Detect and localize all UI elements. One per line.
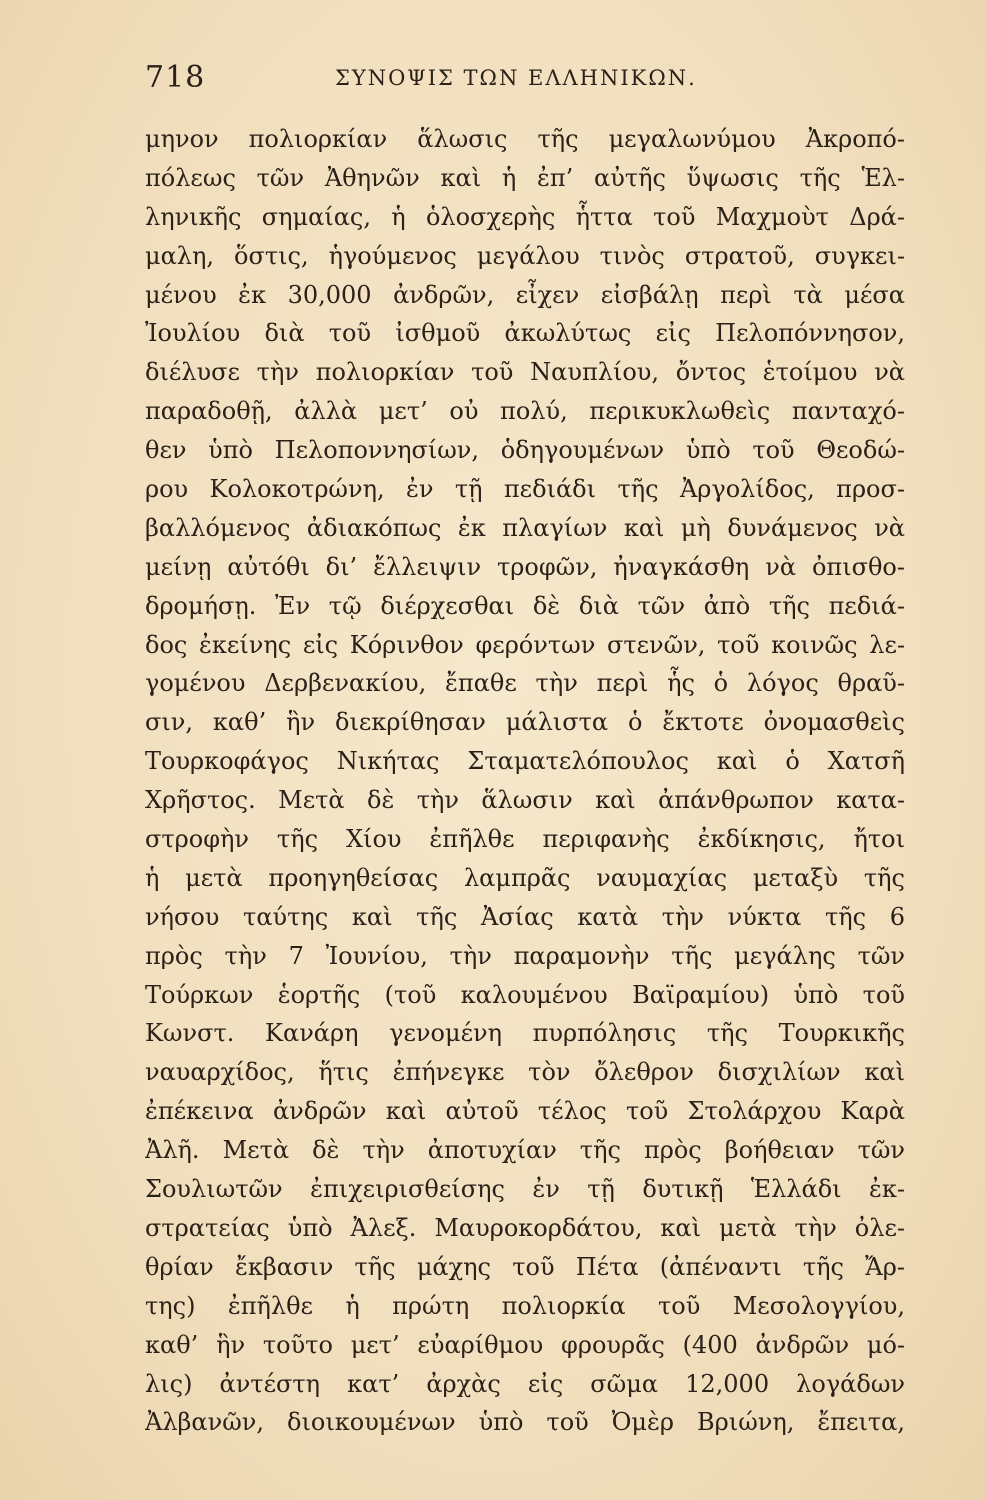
text-line: πρὸς τὴν 7 Ἰουνίου, τὴν παραμονὴν τῆς μεγάλης τῶν <box>145 941 905 970</box>
text-line: Τούρκων ἑορτῆς (τοῦ καλουμένου Βαϊραμίου) ὑπὸ τοῦ <box>145 980 905 1009</box>
text-line: σιν, καθ’ ἣν διεκρίθησαν μάλιστα ὁ ἔκτοτε ὀνομασθεὶς <box>145 708 905 737</box>
text-line: ρου Κολοκοτρώνη, ἐν τῇ πεδιάδι τῆς Ἀργολίδος, προσ- <box>145 475 905 504</box>
text-line: ναυαρχίδος, ἥτις ἐπήνεγκε τὸν ὄλεθρον δισχιλίων καὶ <box>145 1058 905 1087</box>
text-line: δος ἐκείνης εἰς Κόρινθον φερόντων στενῶν, τοῦ κοινῶς λε- <box>145 630 905 659</box>
text-line: της) ἐπῆλθε ἡ πρώτη πολιορκία τοῦ Μεσολογγίου, <box>145 1291 905 1320</box>
text-line: Κωνστ. Κανάρη γενομένη πυρπόλησις τῆς Τουρκικῆς <box>145 1019 905 1048</box>
text-line: λις) ἀντέστη κατ’ ἀρχὰς εἰς σῶμα 12,000 λογάδων <box>145 1369 905 1398</box>
text-line: ληνικῆς σημαίας, ἡ ὁλοσχερὴς ἧττα τοῦ Μαχμοὺτ Δρά- <box>145 202 905 231</box>
text-line: μαλη, ὅστις, ἡγούμενος μεγάλου τινὸς στρατοῦ, συγκει- <box>145 241 905 270</box>
text-line: μηνον πολιορκίαν ἅλωσις τῆς μεγαλωνύμου Ἀκροπό- <box>145 125 905 153</box>
text-line: Ἀλβανῶν, διοικουμένων ὑπὸ τοῦ Ὀμὲρ Βριώνη, ἔπειτα, <box>145 1408 905 1437</box>
text-line: Χρῆστος. Μετὰ δὲ τὴν ἅλωσιν καὶ ἀπάνθρωπον κατα- <box>145 786 905 815</box>
text-line: ἐπέκεινα ἀνδρῶν καὶ αὐτοῦ τέλος τοῦ Στολάρχου Καρὰ <box>145 1097 905 1126</box>
text-line: παραδοθῇ, ἀλλὰ μετ’ οὐ πολύ, περικυκλωθεὶς πανταχό- <box>145 397 905 426</box>
text-line: θεν ὑπὸ Πελοποννησίων, ὁδηγουμένων ὑπὸ τοῦ Θεοδώ- <box>145 436 905 465</box>
body-text <box>145 120 905 1442</box>
page-header <box>145 60 905 100</box>
text-line: δρομήσῃ. Ἐν τῷ διέρχεσθαι δὲ διὰ τῶν ἀπὸ τῆς πεδιά- <box>145 591 905 620</box>
page-number: 718 <box>145 60 206 95</box>
text-line: Σουλιωτῶν ἐπιχειρισθείσης ἐν τῇ δυτικῇ Ἑλλάδι ἐκ- <box>145 1175 905 1204</box>
text-line: Ἰουλίου διὰ τοῦ ἰσθμοῦ ἀκωλύτως εἰς Πελοπόννησον, <box>145 319 905 348</box>
text-line: Τουρκοφάγος Νικήτας Σταματελόπουλος καὶ ὁ Χατσῆ <box>145 747 905 776</box>
text-line: καθ’ ἣν τοῦτο μετ’ εὐαρίθμου φρουρᾶς (400 ἀνδρῶν μό- <box>145 1330 905 1359</box>
text-line: μένου ἐκ 30,000 ἀνδρῶν, εἶχεν εἰσβάλῃ περὶ τὰ μέσα <box>145 280 905 309</box>
running-title: ΣΥΝΟΨΙΣ ΤΩΝ ΕΛΛΗΝΙΚΩΝ. <box>335 66 697 90</box>
text-line: στρατείας ὑπὸ Ἀλεξ. Μαυροκορδάτου, καὶ μετὰ τὴν ὀλε- <box>145 1213 905 1242</box>
text-line: θρίαν ἔκβασιν τῆς μάχης τοῦ Πέτα (ἀπέναντι τῆς Ἄρ- <box>145 1252 905 1281</box>
text-line: μείνῃ αὐτόθι δι’ ἔλλειψιν τροφῶν, ἠναγκάσθη νὰ ὀπισθο- <box>145 552 905 581</box>
text-line: γομένου Δερβενακίου, ἔπαθε τὴν περὶ ἧς ὁ λόγος θραῦ- <box>145 669 905 698</box>
text-line: διέλυσε τὴν πολιορκίαν τοῦ Ναυπλίου, ὄντος ἑτοίμου νὰ <box>145 358 905 387</box>
text-line: στροφὴν τῆς Χίου ἐπῆλθε περιφανὴς ἐκδίκησις, ἤτοι <box>145 825 905 854</box>
text-line: ἡ μετὰ προηγηθείσας λαμπρᾶς ναυμαχίας μεταξὺ τῆς <box>145 863 905 892</box>
text-line: πόλεως τῶν Ἀθηνῶν καὶ ἡ ἐπ’ αὐτῆς ὕψωσις τῆς Ἑλ- <box>145 163 905 192</box>
text-line: βαλλόμενος ἀδιακόπως ἐκ πλαγίων καὶ μὴ δυνάμενος νὰ <box>145 513 905 542</box>
text-line: Ἀλῆ. Μετὰ δὲ τὴν ἀποτυχίαν τῆς πρὸς βοήθειαν τῶν <box>145 1136 905 1165</box>
text-line: νήσου ταύτης καὶ τῆς Ἀσίας κατὰ τὴν νύκτα τῆς 6 <box>145 902 905 931</box>
